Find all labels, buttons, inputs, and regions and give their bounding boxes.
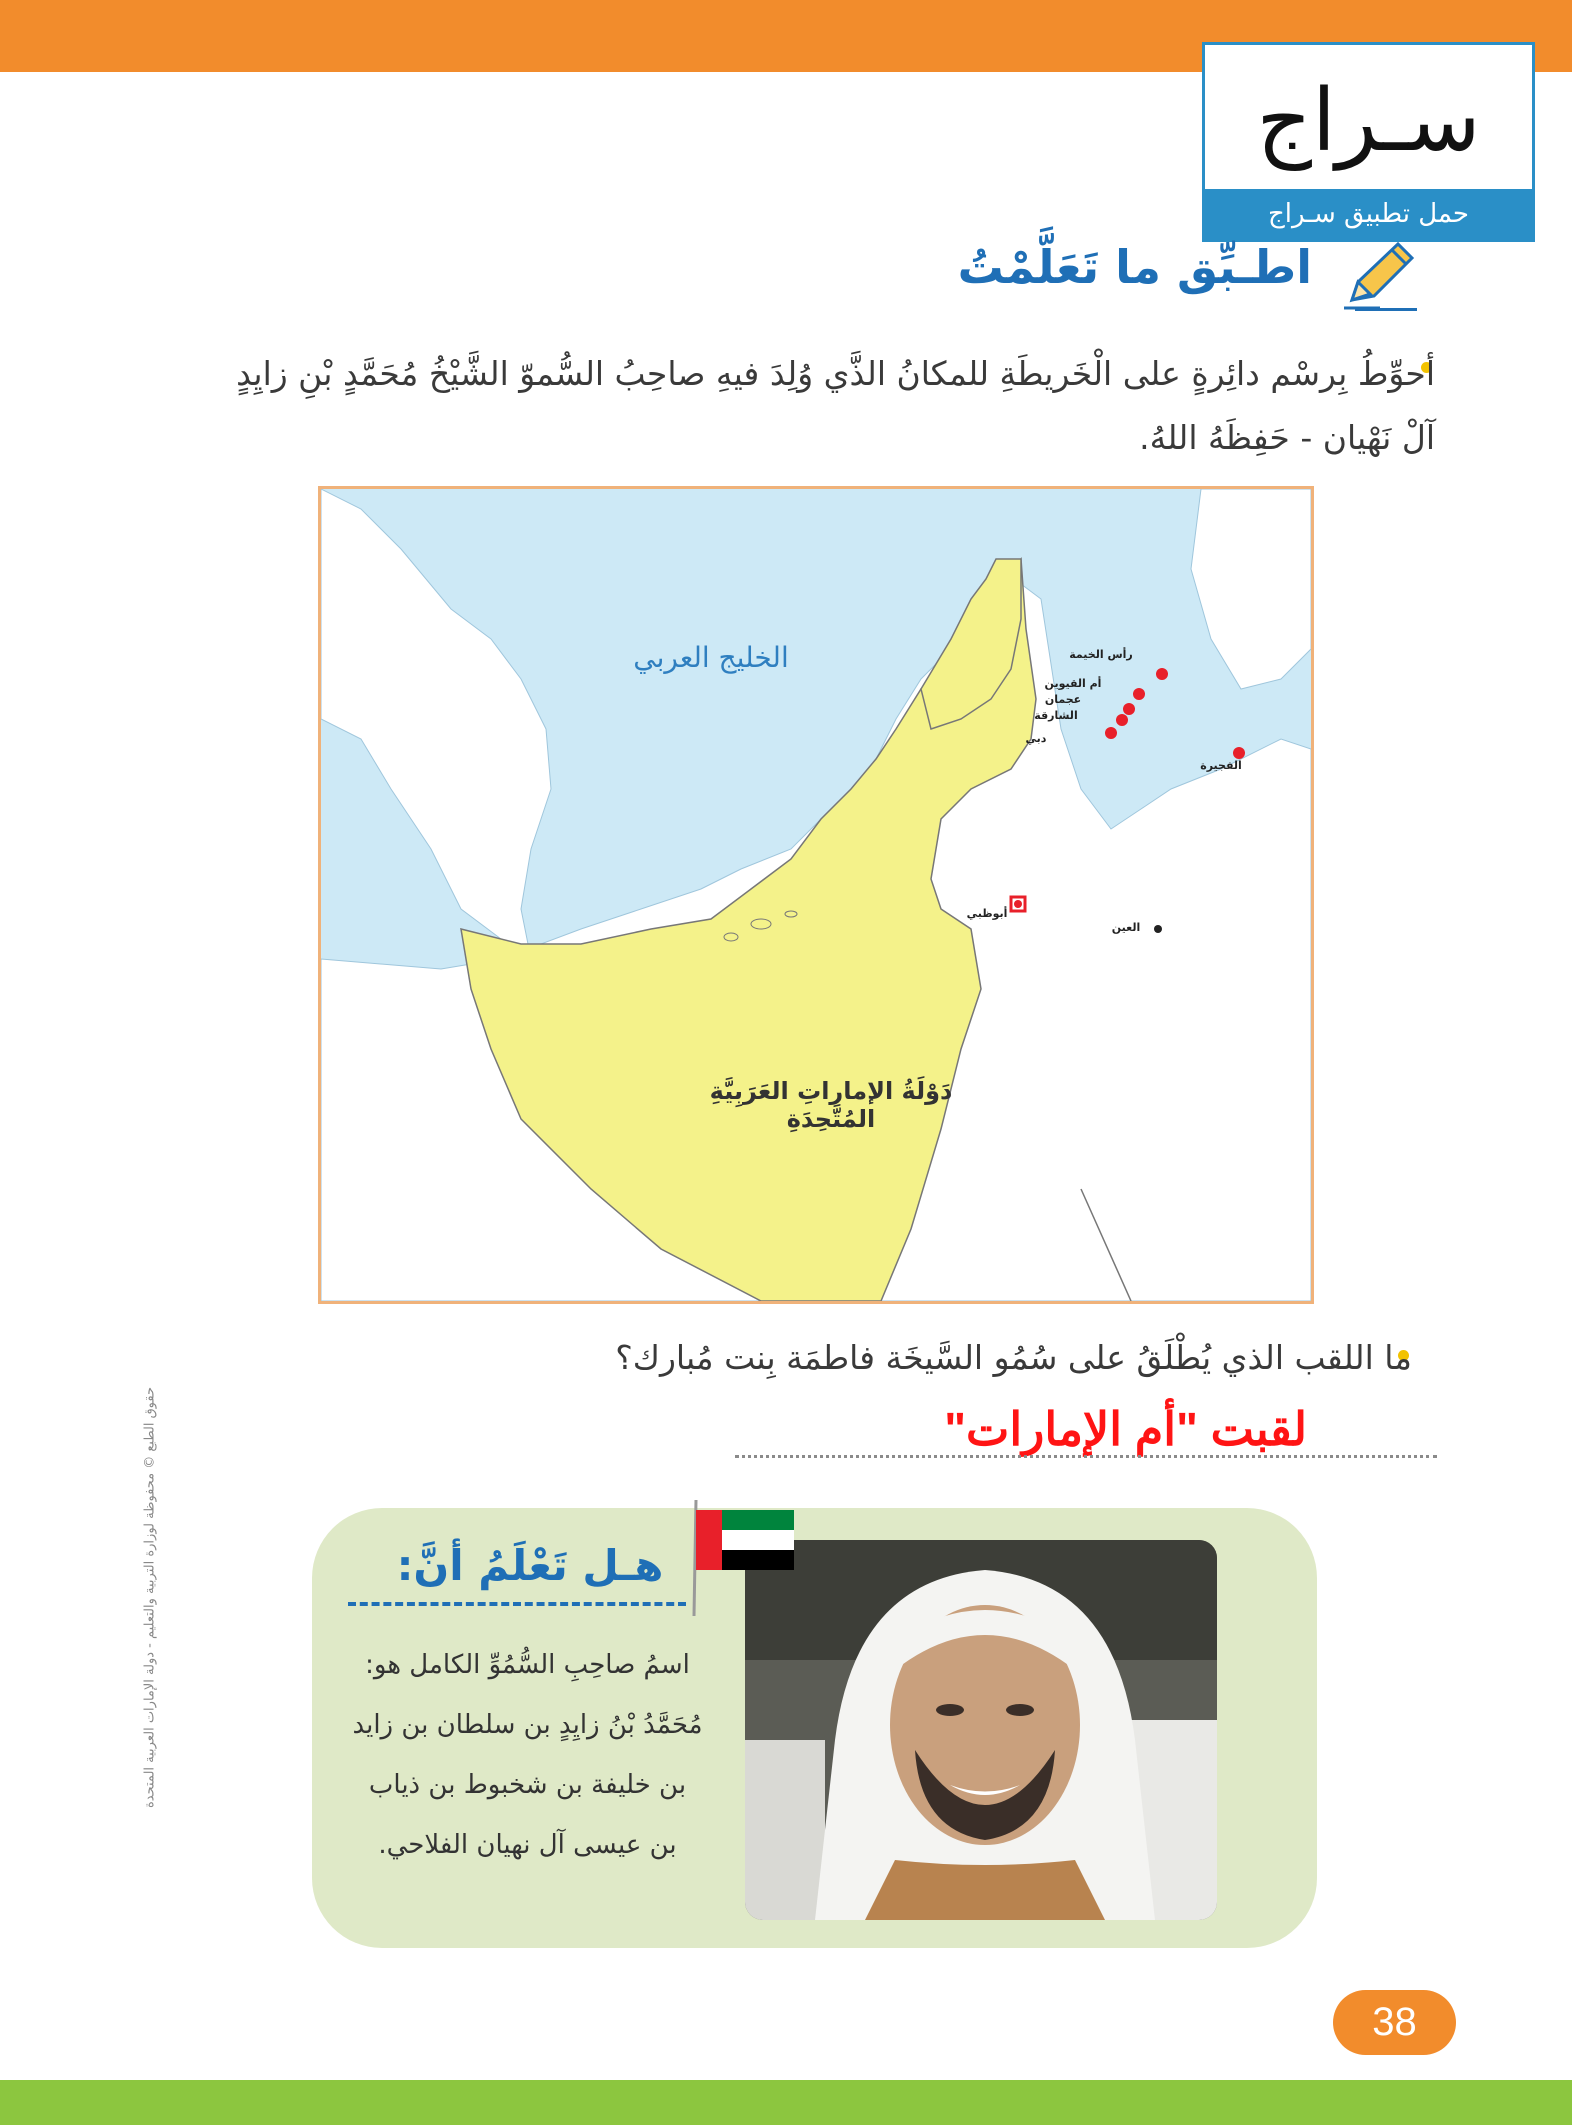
logo-title: سـراج xyxy=(1256,71,1481,171)
portrait-photo xyxy=(745,1540,1217,1920)
heading-underline xyxy=(1355,308,1417,311)
city-label-ras-al-khaimah: رأس الخيمة xyxy=(1069,648,1133,661)
island xyxy=(724,933,738,941)
handwritten-answer: لقبت "أم الإمارات" xyxy=(944,1403,1307,1455)
info-line: بن خليفة بن شخبوط بن ذياب xyxy=(368,1770,687,1800)
city-label-dubai: دبي xyxy=(1025,732,1047,745)
did-you-know-text xyxy=(335,1635,720,1875)
copyright-side-text: حقوق الطبع © محفوظة لوزارة التربية والتعليم - دولة الإمارات العربية المتحدة xyxy=(142,1387,158,1809)
island xyxy=(785,911,797,917)
question-2: ما اللقب الذي يُطْلَقُ على سُمُو السَّيخَة فاطمَة بِنت مُبارك؟ xyxy=(615,1338,1412,1377)
did-you-know-title: هـل تَعْلَمُ أنَّ: xyxy=(396,1541,664,1590)
siraj-logo[interactable] xyxy=(1202,42,1535,242)
pencil-icon xyxy=(1340,238,1420,318)
city-marker-sharjah xyxy=(1116,714,1128,726)
city-label-al-ain: العين xyxy=(1111,921,1141,934)
island xyxy=(751,919,771,929)
section-title: اطـبِّق ما تَعَلَّمْتُ xyxy=(957,240,1312,294)
city-label-umm-al-quwain: أم القيوين xyxy=(1044,677,1102,690)
sea-label: الخليج العربي xyxy=(633,641,789,674)
did-you-know-underline xyxy=(348,1602,686,1606)
map-graphic xyxy=(321,489,1311,1301)
uae-flag-icon xyxy=(690,1498,800,1618)
country-label: دَوْلَةُ الإماراتِ العَرَبِيَّةِ المُتَّحِدَةِ xyxy=(709,1077,953,1133)
answer-line xyxy=(735,1455,1437,1458)
logo-tagline: حمل تطبيق سـراج xyxy=(1205,189,1532,239)
bottom-green-bar xyxy=(0,2080,1572,2125)
uae-map xyxy=(318,486,1314,1304)
city-marker-fujairah xyxy=(1233,747,1245,759)
city-label-ajman: عجمان xyxy=(1044,693,1082,706)
page-number: 38 xyxy=(1333,1990,1456,2055)
city-label-abu-dhabi: أبوظبي xyxy=(966,907,1008,920)
info-line: اسمُ صاحِبِ السُّمُوِّ الكامل هو: xyxy=(365,1650,690,1680)
city-marker-ajman xyxy=(1123,703,1135,715)
city-marker-umm-al-quwain xyxy=(1133,688,1145,700)
city-marker-ras-al-khaimah xyxy=(1156,668,1168,680)
portrait-illustration xyxy=(745,1540,1217,1920)
city-label-fujairah: الفجيرة xyxy=(1200,759,1242,772)
city-marker-dubai xyxy=(1105,727,1117,739)
section-heading xyxy=(958,232,1312,302)
info-line: بن عيسى آل نهيان الفلاحي. xyxy=(378,1830,677,1860)
question-1: أحوِّطُ بِرسْم دائِرةٍ على الْخَريطَةِ للمكانُ الذَّي وُلِدَ فيهِ صاحِبُ السُّموّ الشَّيْخُ مُحَمَّدٍ بْنِ زايِدٍ آلْ نَهْيان - حَفِظَهُ اللهُ. xyxy=(236,354,1435,457)
info-line: مُحَمَّدُ بْنُ زايِدٍ بن سلطان بن زايد xyxy=(352,1710,703,1740)
city-label-sharjah: الشارقة xyxy=(1034,709,1078,722)
